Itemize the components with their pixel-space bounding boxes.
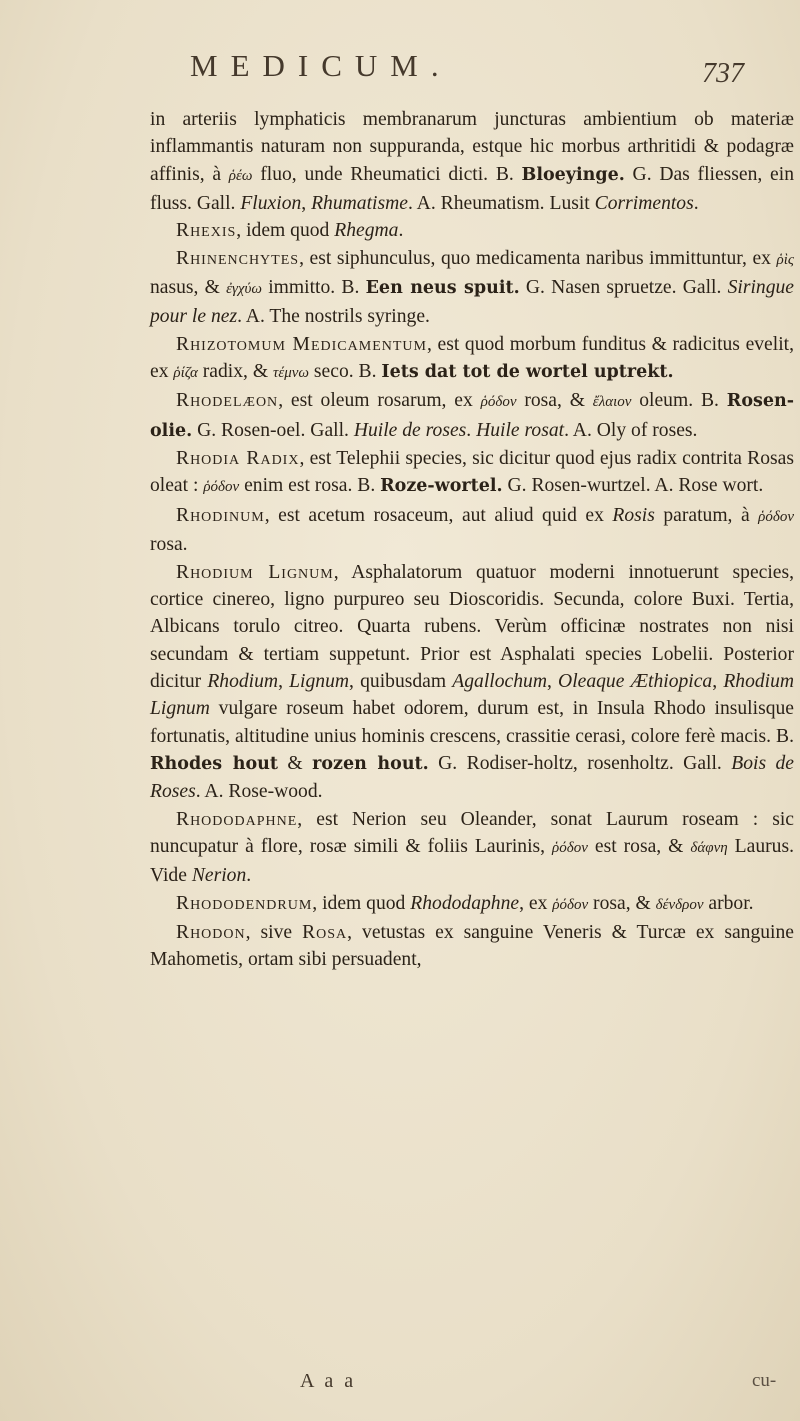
entry-text: , est quod morbum funditus & radicitus evelit, ex bbox=[150, 333, 794, 383]
entry-text: , est Nerion seu Oleander, sonat Laurum roseam : sic nuncupatur à flore, rosæ simili & foliis Laurinis, bbox=[150, 808, 794, 857]
headword: Rhodium Lignum bbox=[176, 561, 334, 583]
entry-text: , idem quod bbox=[312, 892, 411, 914]
entry-text: , quibusdam bbox=[349, 670, 453, 692]
entry-text: , bbox=[712, 670, 724, 692]
entry-rhodinum bbox=[150, 502, 794, 559]
italic-term: Rhodium bbox=[207, 670, 279, 692]
headword: Rosa bbox=[302, 921, 348, 943]
italic-term: Siringue pour le nez bbox=[150, 277, 794, 328]
entry-text: G. Nasen spruetze. Gall. bbox=[519, 277, 728, 299]
dictionary-entries bbox=[150, 106, 794, 974]
italic-term: Bois de Roses bbox=[150, 752, 794, 803]
entry-text: rosa. bbox=[150, 534, 188, 556]
page-number: 737 bbox=[702, 58, 744, 89]
entry-rhododaphne bbox=[150, 806, 794, 890]
headword: Rhodia Radix bbox=[176, 448, 300, 470]
greek-etymon: ῥόδον bbox=[552, 896, 589, 913]
greek-etymon: ῥὶς bbox=[776, 251, 794, 268]
dutch-gloss: Bloeyinge. bbox=[521, 164, 625, 185]
headword: Rhodinum bbox=[176, 504, 265, 526]
dutch-gloss: rozen hout. bbox=[312, 753, 429, 774]
entry-text: G. Rosen-oel. Gall. bbox=[192, 419, 354, 441]
italic-term: Lignum bbox=[289, 670, 350, 692]
headword: Rhinenchytes bbox=[176, 247, 300, 269]
italic-term: Fluxion bbox=[240, 193, 302, 215]
entry-rhododendrum bbox=[150, 890, 794, 919]
entry-text: , est oleum rosarum, ex bbox=[278, 390, 481, 412]
entry-text: . bbox=[246, 865, 252, 887]
page-header bbox=[0, 48, 800, 98]
entry-text: . A. The nostrils syringe. bbox=[237, 306, 430, 328]
entry-text: G. Rodiser-holtz, rosenholtz. Gall. bbox=[428, 752, 732, 774]
entry-text: . bbox=[693, 193, 699, 215]
headword: Rhododaphne bbox=[176, 808, 298, 830]
italic-term: Oleaque Æthiopica bbox=[558, 670, 713, 692]
italic-term: Rhumatisme bbox=[311, 193, 408, 215]
entry-rhodia bbox=[150, 445, 794, 502]
entry-text: , bbox=[301, 193, 312, 215]
entry-text: G. Rosen-wurtzel. A. Rose wort. bbox=[502, 475, 764, 497]
greek-etymon: δάφνη bbox=[690, 839, 728, 856]
entry-text: G. Das fliessen, ein fluss. Gall. bbox=[150, 163, 794, 215]
dutch-gloss: Iets dat tot de wortel uptrekt. bbox=[381, 362, 674, 383]
entry-text: , bbox=[278, 670, 290, 692]
headword: Rhizotomum Medicamentum bbox=[176, 333, 427, 355]
italic-term: Rosis bbox=[612, 504, 655, 526]
italic-term: Huile rosat bbox=[476, 419, 565, 441]
entry-text: , sive bbox=[245, 921, 303, 943]
entry-text: , ex bbox=[519, 892, 553, 914]
entry-text: , vetustas ex sanguine Veneris & Turcæ ex sanguine Mahometis, ortam sibi persuadent, bbox=[150, 921, 794, 971]
entry-text: , Asphalatorum quatuor moderni innotuerunt species, cortice cinereo, ligno purpureo seu Dioscoridis. Secunda, colore Buxi. Tertia, Albicans torulo citreo. Quarta rubens. Verùm officinæ nostrates non nisi secundam & tertiam suppetunt. Prior est Asphalati species Lobelii. Posterior dicitur bbox=[150, 561, 794, 692]
entry-text: paratum, à bbox=[654, 504, 759, 526]
entry-text: arbor. bbox=[703, 892, 754, 914]
greek-etymon: ῥόδον bbox=[758, 508, 794, 525]
headword: Rhodelæon bbox=[176, 390, 279, 412]
italic-term: Huile de roses bbox=[353, 419, 467, 441]
headword: Rhododendrum bbox=[176, 892, 313, 914]
page-footer bbox=[0, 1370, 800, 1400]
entry-text: enim est rosa. B. bbox=[239, 475, 381, 497]
dutch-gloss: Een neus spuit. bbox=[365, 278, 520, 299]
italic-term: Rhododaphne bbox=[410, 892, 520, 914]
entry-rhinenchytes bbox=[150, 245, 794, 331]
entry-rhizotomum bbox=[150, 331, 794, 388]
entry-text: rosa, & bbox=[588, 892, 656, 914]
italic-term: Rhegma bbox=[334, 220, 399, 242]
entry-text: immitto. B. bbox=[262, 277, 366, 299]
entry-text: nasus, & bbox=[150, 277, 227, 299]
entry-text: est rosa, & bbox=[587, 835, 691, 857]
entry-text: . bbox=[398, 220, 404, 242]
greek-etymon: ῥέω bbox=[228, 167, 253, 184]
entry-text: , est acetum rosaceum, aut aliud quid ex bbox=[264, 504, 613, 526]
signature-mark: A a a bbox=[300, 1370, 357, 1392]
entry-text: . A. Rose-wood. bbox=[195, 781, 323, 803]
entry-text: , bbox=[546, 670, 559, 692]
entry-text: . A. Oly of roses. bbox=[564, 419, 698, 441]
entry-rhodon bbox=[150, 919, 794, 974]
entry-text: radix, & bbox=[197, 361, 273, 383]
entry-text: rosa, & bbox=[516, 390, 593, 412]
entry-text: , est siphunculus, quo medicamenta naribus immittuntur, ex bbox=[299, 247, 777, 269]
entry-text: . bbox=[466, 419, 477, 441]
dutch-gloss: Rosen-olie. bbox=[150, 391, 794, 441]
greek-etymon: ῥίζα bbox=[173, 365, 198, 382]
greek-etymon: δένδρον bbox=[655, 896, 704, 913]
greek-etymon: ἔλαιον bbox=[592, 394, 632, 411]
entry-rhodelaeon bbox=[150, 387, 794, 445]
italic-term: Nerion bbox=[191, 865, 247, 887]
italic-term: Rhodium Lignum bbox=[150, 670, 795, 720]
entry-rhodium bbox=[150, 559, 794, 806]
entry-text: , est Telephii species, sic dicitur quod ejus radix contrita Rosas oleat : bbox=[150, 448, 794, 497]
entry-text: . A. Rheumatism. Lusit bbox=[407, 193, 595, 215]
headword: Rhexis bbox=[176, 220, 237, 242]
entry-text: in arteriis lymphaticis membranarum juncturas ambientium ob materiæ inflammantis naturam non suppuranda, estque hic morbus arthritidi & podagræ affinis, à bbox=[150, 109, 794, 185]
entry-text: fluo, unde Rheumatici dicti. B. bbox=[252, 163, 522, 185]
entry-fluxion bbox=[150, 106, 794, 217]
greek-etymon: τέμνω bbox=[272, 365, 310, 382]
entry-text: seco. B. bbox=[309, 361, 382, 383]
entry-text: , idem quod bbox=[236, 220, 335, 242]
entry-text: Laurus. Vide bbox=[150, 835, 794, 887]
entry-text: & bbox=[278, 752, 313, 774]
entry-rhexis bbox=[150, 217, 794, 244]
italic-term: Agallochum bbox=[452, 670, 547, 692]
greek-etymon: ἐγχύω bbox=[226, 281, 263, 298]
italic-term: Corrimentos bbox=[594, 193, 694, 215]
greek-etymon: ῥόδον bbox=[203, 479, 240, 496]
entry-text: oleum. B. bbox=[631, 390, 727, 412]
dutch-gloss: Roze-wortel. bbox=[380, 476, 503, 497]
running-head: MEDICUM. bbox=[190, 48, 452, 83]
entry-text: vulgare roseum habet odorem, durum est, in Insula Rhodo insulisque fortunatis, altitudine unius hominis crescens, crassitie cerasi, colore ferè macis. B. bbox=[150, 698, 794, 747]
headword: Rhodon bbox=[176, 921, 246, 943]
greek-etymon: ῥόδον bbox=[552, 839, 588, 856]
greek-etymon: ῥόδον bbox=[480, 394, 517, 411]
catchword: cu- bbox=[752, 1370, 777, 1391]
dutch-gloss: Rhodes hout bbox=[150, 753, 278, 774]
